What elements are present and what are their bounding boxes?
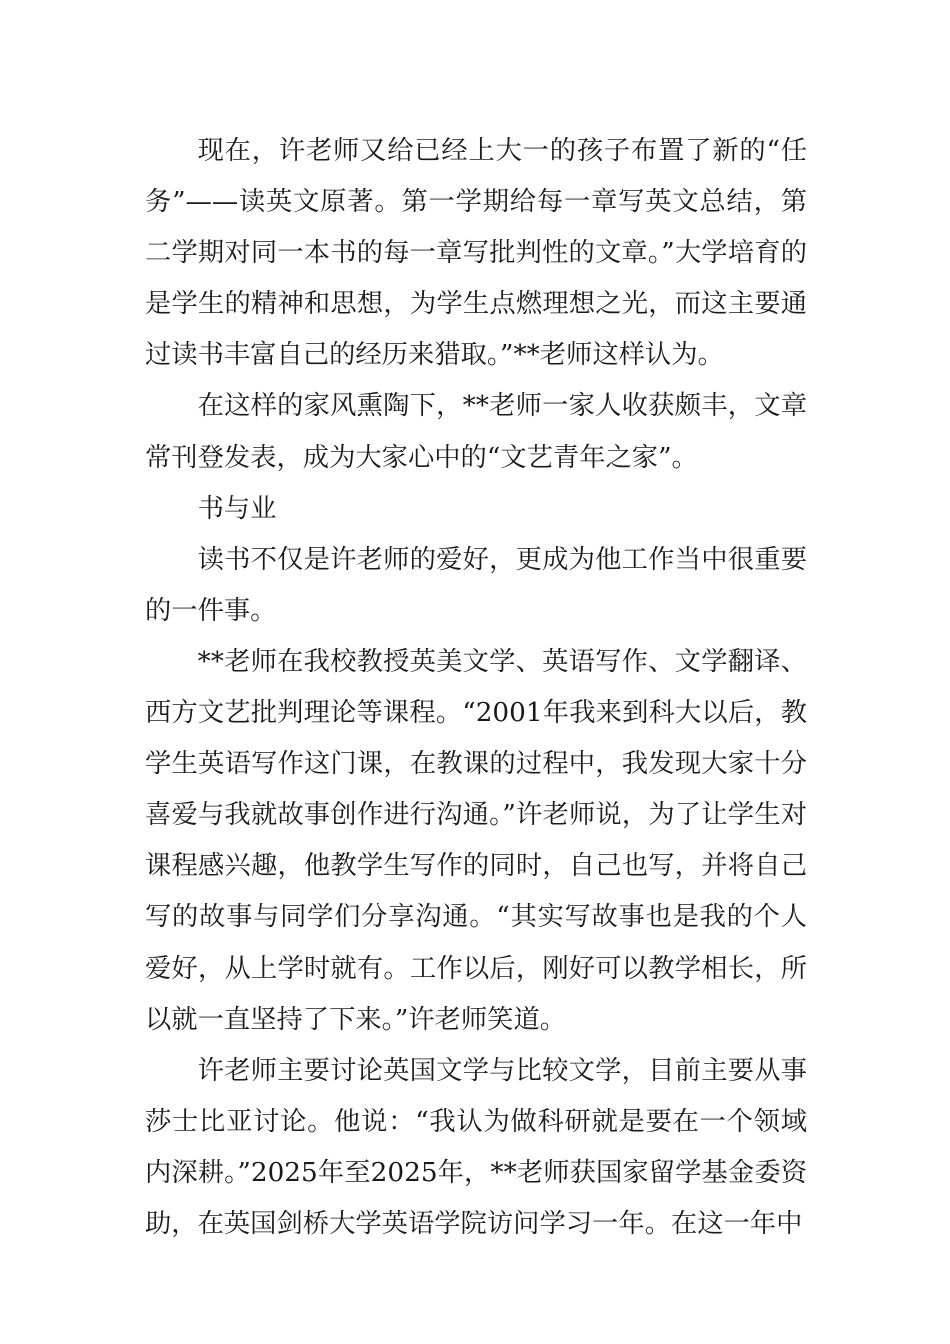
paragraph-2: 在这样的家风熏陶下，**老师一家人收获颇丰，文章常刊登发表，成为大家心中的“文艺青年之家”。: [145, 391, 807, 473]
section-heading: 书与业: [197, 493, 277, 524]
paragraph-3: 读书不仅是许老师的爱好，更成为他工作当中很重要的一件事。: [145, 544, 807, 626]
paragraph-1: 现在，许老师又给已经上大一的孩子布置了新的“任务”——读英文原著。第一学期给每一章写英文总结，第二学期对同一本书的每一章写批判性的文章。”大学培育的是学生的精神和思想，为学生点燃理想之光，而这主要通过读书丰富自己的经历来猎取。”**老师这样认为。: [145, 136, 807, 371]
document-page: [145, 126, 807, 1250]
paragraph-5: 许老师主要讨论英国文学与比较文学，目前主要从事莎士比亚讨论。他说：“我认为做科研就是要在一个领域内深耕。”2025年至2025年，**老师获国家留学基金委资助，在英国剑桥大学英语学院访问学习一年。在这一年中: [145, 1055, 807, 1239]
paragraph-4: **老师在我校教授英美文学、英语写作、文学翻译、西方文艺批判理论等课程。“2001年我来到科大以后，教学生英语写作这门课，在教课的过程中，我发现大家十分喜爱与我就故事创作进行沟通。”许老师说，为了让学生对课程感兴趣，他教学生写作的同时，自己也写，并将自己写的故事与同学们分享沟通。“其实写故事也是我的个人爱好，从上学时就有。工作以后，刚好可以教学相长，所以就一直坚持了下来。”许老师笑道。: [145, 646, 807, 1035]
